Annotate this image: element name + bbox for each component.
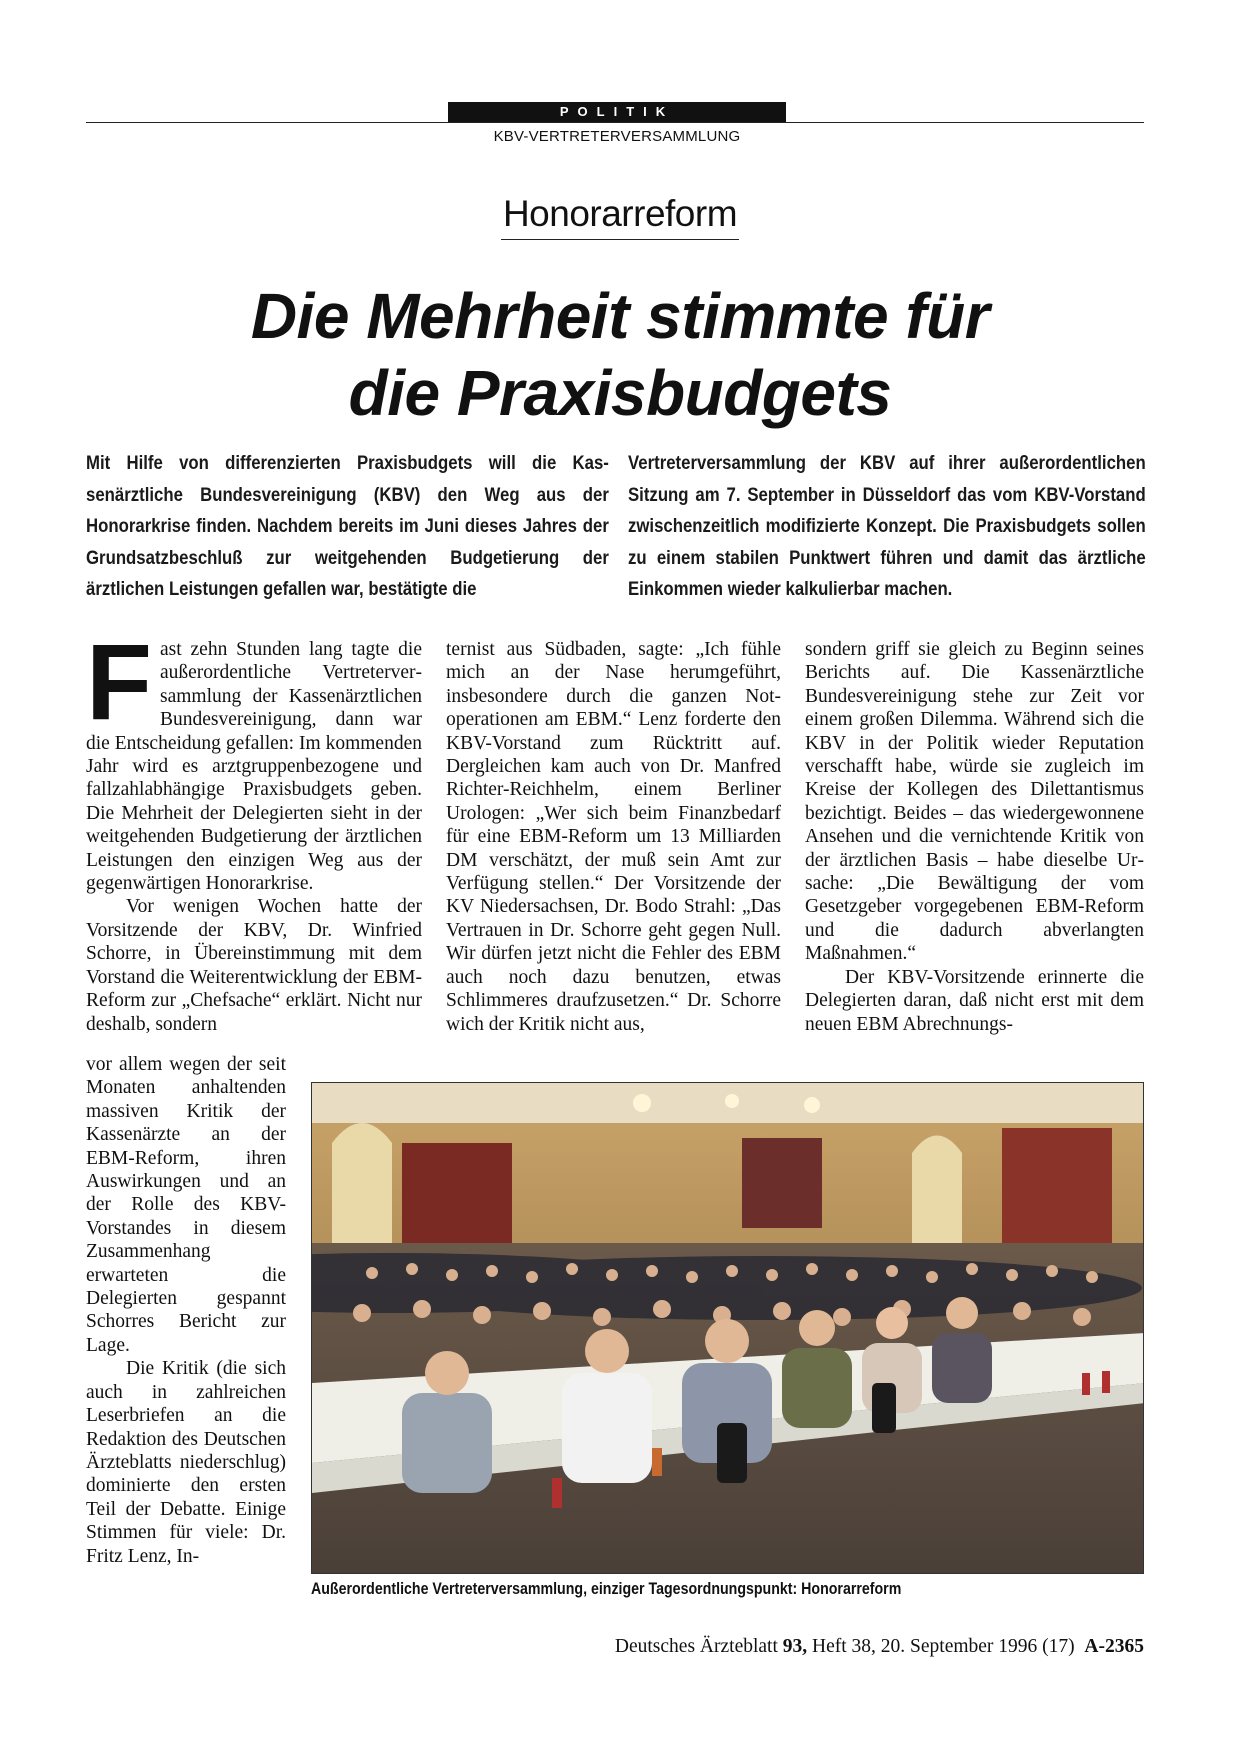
headline-line-2: die Praxisbudgets bbox=[348, 357, 892, 429]
body-column-1 bbox=[86, 621, 422, 1036]
body-paragraph: Die Kritik (die sich auch in zahlreichen Leserbriefen an die Redaktion des Deutschen Ärzteblatts niederschlug) dominierte den ersten Teil der Debatte. Einige Stimmen für viele: Dr. Fritz Lenz, In- bbox=[86, 1358, 286, 1567]
conference-photo-illustration bbox=[312, 1083, 1144, 1574]
body-column-2 bbox=[446, 638, 781, 1036]
kicker-text: Honorarreform bbox=[501, 193, 739, 240]
body-paragraph: sondern griff sie gleich zu Beginn seines Berichts auf. Die Kassenärztliche Bundesvereinigung stehe zur Zeit vor einem großen Dilemma. Während sich die KBV in der Politik wieder Reputation verschafft habe, würde sie zugleich im Kreise der Kollegen des Dilettantismus bezichtigt. Beides – das wiedergewonnene Ansehen und die vernichtende Kritik von der ärztlichen Basis – habe dieselbe Ursache: „Die Bewältigung der vom Gesetzgeber vorgegebenen EBM-Reform und die dadurch abverlangten Maßnahmen.“ bbox=[805, 639, 1144, 965]
article-headline bbox=[90, 278, 1150, 432]
body-column-3 bbox=[805, 638, 1144, 1036]
page-number: A-2365 bbox=[1084, 1636, 1144, 1657]
issue-info: Heft 38, 20. September 1996 (17) bbox=[812, 1636, 1075, 1657]
photo-caption: Außerordentliche Vertreterversammlung, einziger Tagesordnungspunkt: Honorarreform bbox=[311, 1580, 902, 1598]
lead-paragraph-left: Mit Hilfe von differenzierten Praxisbudgets will die Kassenärztliche Bundesvereinigung (KBV) den Weg aus der Honorarkrise finden. Nachdem bereits im Juni dieses Jahres der Grundsatzbeschluß zur weitgehenden Budgetierung der ärztlichen Leistungen gefallen war, bestätigte die bbox=[86, 452, 609, 600]
paragraph-text: ast zehn Stunden lang tagte die außerordentliche Vertreterversammlung der Kassenärztlichen Bundesvereinigung, dann war die Entscheidung gefallen: Im kommenden Jahr wird es arztgruppenbezogene und fallzahlabhängige Praxisbudgets geben. Die Mehrheit der Delegierten sieht in der weitgehenden Budgetierung der ärztlichen Leistungen den einzigen Weg aus der gegenwärtigen Honorarkrise. bbox=[86, 639, 422, 895]
journal-name: Deutsches Ärzteblatt bbox=[614, 1636, 778, 1657]
body-paragraph: Der KBV-Vorsitzende erinnerte die Delegierten daran, daß nicht erst mit dem neuen EBM Abrechnungs- bbox=[805, 966, 1144, 1035]
body-paragraph: vor allem wegen der seit Monaten anhaltenden massiven Kritik der Kassenärzte an der EBM-Reform, ihren Auswirkungen und an der Rolle des KBV-Vorstandes in diesem Zusammenhang erwarteten die Delegierten gespannt Schorres Bericht zur Lage. bbox=[86, 1054, 286, 1356]
page-footer bbox=[615, 1636, 1144, 1658]
body-column-1-continued bbox=[86, 1053, 286, 1568]
article-kicker bbox=[0, 192, 1240, 236]
headline-line-1: Die Mehrheit stimmte für bbox=[250, 280, 990, 352]
body-paragraph: ternist aus Südbaden, sagte: „Ich fühle mich an der Nase herumgeführt, insbesondere durch die ganzen Notoperationen am EBM.“ Lenz forderte den KBV-Vorstand zum Rücktritt auf. Dergleichen kam auch von Dr. Manfred Richter-Reichhelm, einem Berliner Urologen: „Wer sich beim Finanzbedarf für eine EBM-Reform um 13 Milliarden DM verschätzt, der muß sein Amt zur Verfügung stellen.“ Der Vorsitzende der KV Niedersachsen, Dr. Bodo Strahl: „Das Vertrauen in Dr. Schorre geht gegen Null. Wir dürfen jetzt nicht die Fehler des EBM auch noch dazu benutzen, etwas Schlimmeres draufzusetzen.“ Dr. Schorre wich der Kritik nicht aus, bbox=[446, 639, 781, 1035]
body-paragraph: Vor wenigen Wochen hatte der Vorsitzende der KBV, Dr. Winfried Schorre, in Übereinstimmung mit dem Vorstand die Weiterentwicklung der EBM-Reform zur „Chefsache“ erklärt. Nicht nur deshalb, sondern bbox=[86, 896, 422, 1035]
lead-paragraph-right: Vertreterversammlung der KBV auf ihrer außerordentlichen Sitzung am 7. September in Düsseldorf das vom KBV-Vorstand zwischenzeitlich modifizierte Konzept. Die Praxisbudgets sollen zu einem stabilen Punktwert führen und damit das ärztliche Einkommen wieder kalkulierbar machen. bbox=[628, 452, 1146, 600]
header-rule bbox=[86, 122, 1144, 123]
subsection-label: KBV-VERTRETERVERSAMMLUNG bbox=[493, 128, 741, 145]
journal-volume: 93, bbox=[782, 1636, 808, 1657]
section-label: POLITIK bbox=[448, 102, 786, 122]
body-paragraph bbox=[86, 621, 422, 895]
conference-photo bbox=[311, 1082, 1144, 1574]
drop-cap: F bbox=[86, 621, 152, 742]
